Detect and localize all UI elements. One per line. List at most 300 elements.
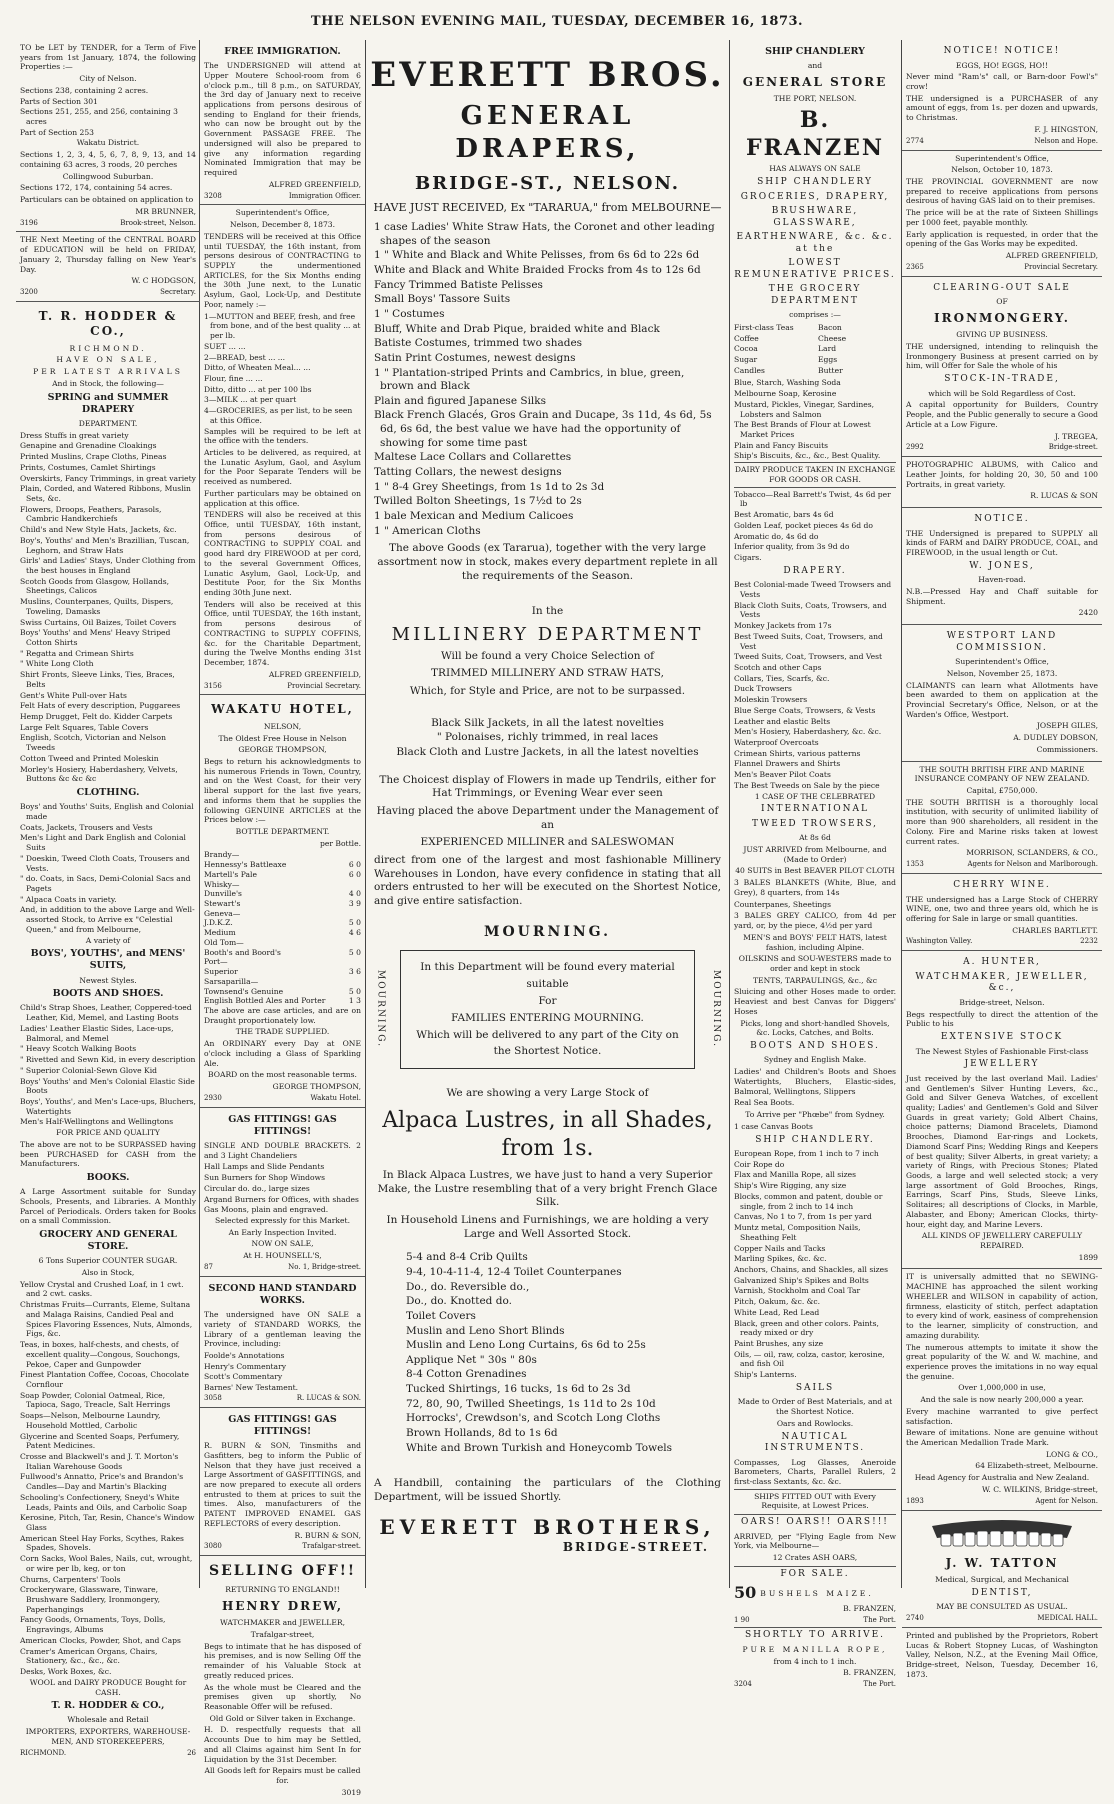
list-item: Galvanized Ship's Spikes and Bolts bbox=[734, 1275, 869, 1285]
gas-supt: Superintendent's Office, bbox=[955, 153, 1049, 163]
hodder-clothing: CLOTHING. bbox=[76, 787, 140, 799]
list-item: Coffee bbox=[734, 333, 759, 343]
burn-gas-ad bbox=[200, 1408, 365, 1556]
list-item: Overskirts, Fancy Trimmings, in great variety bbox=[20, 473, 196, 483]
list-item: " Doeskin, Tweed Cloth Coats, Trousers and Vests. bbox=[20, 853, 190, 873]
list-item: Sections 251, 255, and 256, containing 3 acres bbox=[20, 107, 178, 127]
list-item: Crimean Shirts, various patterns bbox=[734, 748, 861, 758]
list-item: Schooling's Confectionery, Sneyd's White Leads, Paints and Oils, and Carbolic Soap bbox=[20, 1492, 187, 1512]
gas-ref: 87 bbox=[204, 1262, 213, 1271]
list-item: Ditto, of Wheaten Meal... ... bbox=[204, 363, 311, 373]
list-item: Boys', Youths', and Men's Lace-ups, Bluchers, Watertights bbox=[20, 1096, 196, 1116]
tents: TENTS, TARPAULINGS, &c., &c bbox=[752, 975, 877, 985]
list-item: Black, green and other colors. Paints, ready mixed or dry bbox=[734, 1318, 879, 1338]
board-title: Secretary. bbox=[160, 288, 196, 297]
hodder-grocery: GROCERY AND GENERAL STORE. bbox=[39, 1229, 177, 1253]
hodder-variety: A variety of bbox=[85, 935, 131, 945]
hodder-newest: Newest Styles. bbox=[79, 975, 137, 985]
millinery-style: Which, for Style and Price, are not to be surpassed. bbox=[409, 685, 686, 698]
list-item: 1 " 8-4 Grey Sheetings, from 1s 1d to 2s 3d bbox=[374, 480, 605, 493]
mourning-line: In this Department will be found every material suitable bbox=[420, 961, 675, 991]
franzen-ad bbox=[730, 40, 900, 1693]
list-item: Pitch, Oakum, &c. &c. bbox=[734, 1297, 821, 1307]
imprint-text: Printed and published by the Proprietors, Robert Lucas & Robert Stopney Lucas, of Washington Valley, Nelson, N.Z., at the Evening Mail Office, Bridge-street, Nelson, Tuesday, December 16, 1873. bbox=[906, 1630, 1098, 1679]
mourning-side-left: MOURNING. bbox=[375, 970, 386, 1049]
clearing-of: OF bbox=[996, 297, 1008, 307]
grocery-dept: THE GROCERY DEPARTMENT bbox=[768, 284, 862, 306]
grocery-left bbox=[734, 323, 812, 377]
immigration-title: Immigration Officer. bbox=[288, 191, 361, 200]
sewing-sold: Over 1,000,000 in use, bbox=[958, 1383, 1046, 1393]
hunter-jewellery-text: Just received by the last overland Mail. Ladies' and Gentlemen's Silver Hunting Levers, &c., Gold and Silver Geneva Watches, of excellent quality; Ladies' and Gentlemen's Gold and Silver Guards in great variety; Gold Albert Chains, choice patterns; Diamond Bracelets, Diamond Brooches, Diamond Ear-rings and Lockets, Diamond Scarf Pins; Wedding Rings and Keepers of best quality; Silver Alberts, in great variety; a variety of Rings, with Precious Stones; Plated Goods, a large and well selected stock; a very large assortment of Gold Brooches, Rings, Earrings, Scarf Pins, Studs, Sleeve Links, Solitaires; all descriptions of Clocks, in Marble, Alabaster, and Ebony; American Clocks, thirty-hour, eight day, and Marine Levers. bbox=[906, 1073, 1098, 1229]
franzen-line: SHIP CHANDLERY bbox=[757, 176, 873, 187]
list-item: Foolde's Annotations bbox=[204, 1351, 285, 1361]
millinery-jackets bbox=[366, 717, 729, 760]
list-item: Twilled Bolton Sheetings, 1s 7½d to 2s bbox=[374, 495, 582, 508]
price-value: 4 0 bbox=[348, 889, 361, 899]
franzen-and: and bbox=[807, 61, 823, 71]
list-item: Eggs bbox=[818, 355, 838, 365]
column-3-everett bbox=[366, 40, 729, 1588]
list-item: White and Black and White Braided Frocks from 4s to 12s 6d bbox=[374, 264, 701, 277]
list-item: First-class Teas bbox=[734, 322, 794, 332]
list-item: Flannel Drawers and Shirts bbox=[734, 759, 841, 769]
list-item: Paint Brushes, any size bbox=[734, 1338, 824, 1348]
list-item: Corn Sacks, Wool Bales, Nails, cut, wrought, or wire per lb, keg, or ton bbox=[20, 1554, 193, 1573]
maize-num: 50 bbox=[734, 1583, 757, 1603]
sewing-warranted: Every machine warranted to give perfect satisfaction. bbox=[906, 1406, 1098, 1426]
hodder-books-text: A Large Assortment suitable for Sunday Schools, Presents, and Libraries. A Monthly Parcel of Periodicals. Orders taken for Books on a small Commission. bbox=[20, 1187, 196, 1226]
board-text: THE Next Meeting of the CENTRAL BOARD of EDUCATION will be held on FRIDAY, January 2, Thursday falling on New Year's Day. bbox=[20, 235, 196, 274]
list-item: Ship's Wire Rigging, any size bbox=[734, 1181, 847, 1191]
hodder-footer-trade: IMPORTERS, EXPORTERS, WAREHOUSE-MEN, AND STOREKEEPERS, bbox=[25, 1727, 191, 1746]
list-item: Hemp Drugget, Felt do. Kidder Carpets bbox=[20, 712, 173, 722]
selling-accounts: H. D. respectfully requests that all Accounts Due to him may be Settled, and all Claims against him Sent In for Liquidation by the 31st December. bbox=[204, 1725, 361, 1764]
gas-at: At H. HOUNSELL'S, bbox=[243, 1251, 322, 1261]
tenders-office: Superintendent's Office, bbox=[235, 208, 330, 218]
millinery-head: MILLINERY DEPARTMENT bbox=[391, 623, 704, 645]
list-item: Circular do. do., large sizes bbox=[204, 1183, 310, 1193]
list-item: 1 bale Mexican and Medium Calicoes bbox=[374, 509, 574, 522]
sewing-agency: Head Agency for Australia and New Zealand. bbox=[914, 1473, 1090, 1483]
column-2 bbox=[200, 40, 365, 1797]
list-item: Soap Powder, Colonial Oatmeal, Rice, Tapioca, Sago, Treacle, Salt Herrings bbox=[20, 1390, 171, 1410]
sb-ref: 1353 bbox=[906, 860, 924, 869]
immigration-ref: 3208 bbox=[204, 191, 222, 200]
tregea-name: J. TREGEA, bbox=[1054, 431, 1098, 441]
selling-head: SELLING OFF!! bbox=[208, 1563, 356, 1580]
tenders-items bbox=[204, 312, 361, 426]
list-item: 8-4 Cotton Grenadines bbox=[406, 1368, 527, 1381]
list-item: Printed Muslins, Crape Cloths, Pineas bbox=[20, 452, 167, 462]
blankets: 3 BALES BLANKETS (White, Blue, and Grey), 8 quarters, from 14s bbox=[734, 878, 896, 897]
wakatu-trade: THE TRADE SUPPLIED. bbox=[235, 1027, 330, 1037]
wakatu-oldest: The Oldest Free House in Nelson bbox=[218, 733, 347, 743]
list-item: Tweed Suits, Coat, Trowsers, and Vest bbox=[734, 652, 883, 662]
gas2-head: GAS FITTINGS! GAS FITTINGS! bbox=[228, 1413, 337, 1437]
list-item: Melbourne Soap, Kerosine bbox=[734, 389, 837, 399]
franzen-line: GROCERIES, DRAPERY, bbox=[740, 191, 890, 202]
ironmongery-ad bbox=[902, 277, 1102, 458]
list-item: Maltese Lace Collars and Collarettes bbox=[374, 451, 572, 464]
hodder-grocery-list bbox=[20, 1280, 196, 1677]
selling-sub: RETURNING TO ENGLAND!! bbox=[225, 1585, 340, 1595]
tweed-international: INTERNATIONAL bbox=[761, 804, 869, 815]
everett-handbill: A Handbill, containing the particulars of the Clothing Department, will be issued Shortly. bbox=[374, 1477, 721, 1503]
millinery-trimmed: TRIMMED MILLINERY AND STRAW HATS, bbox=[431, 667, 664, 680]
giving-text: THE undersigned, intending to relinquish the Ironmongery Business at present carried on by him, will Offer for Sale the whole of his bbox=[906, 341, 1098, 371]
mourning-line: Which will be delivered to any part of the City on the Shortest Notice. bbox=[416, 1028, 679, 1058]
tender-wakatu-line: Sections 1, 2, 3, 4, 5, 6, 7, 8, 9, 13, and 14 containing 63 acres, 3 roods, 20 perches bbox=[20, 150, 196, 169]
list-item: 9-4, 10-4-11-4, 12-4 Toilet Counterpanes bbox=[406, 1265, 622, 1278]
list-item: Inferior quality, from 3s 9d do bbox=[734, 542, 850, 552]
tenders-samples: Samples will be required to be left at the office with the tenders. bbox=[204, 426, 361, 446]
list-item: Argand Burners for Offices, with shades bbox=[204, 1194, 359, 1204]
list-item: Aromatic do, 4s 6d do bbox=[734, 531, 819, 541]
column-5 bbox=[902, 40, 1102, 1679]
gas-greenfield-title: Provincial Secretary. bbox=[1024, 262, 1098, 271]
manilla-size: from 4 inch to 1 inch. bbox=[773, 1656, 857, 1666]
list-item: Golden Leaf, pocket pieces 4s 6d do bbox=[734, 520, 873, 530]
sewing-sale: And the sale is now nearly 200,000 a year. bbox=[920, 1395, 1084, 1405]
selling-ref: 3019 bbox=[341, 1787, 361, 1797]
tenders-ref: 3156 bbox=[204, 681, 222, 690]
price-value: 5 0 bbox=[348, 918, 361, 928]
jones-name: W. JONES, bbox=[969, 560, 1035, 571]
list-item: Ladies' Leather Elastic Sides, Lace-ups, Balmoral, and Memel bbox=[20, 1023, 174, 1043]
millinery-flowers: The Choicest display of Flowers in made up Tendrils, either for Hat Trimmings, or Evening Wear ever seen bbox=[379, 773, 716, 800]
cherry-head: CHERRY WINE. bbox=[953, 880, 1051, 891]
grocery-comprises: comprises :— bbox=[789, 310, 841, 320]
hunter-trade: WATCHMAKER, JEWELLER, &c., bbox=[915, 971, 1089, 994]
capital-text: A capital opportunity for Builders, Country People, and the Public generally to secure a Good Article at a Low Figure. bbox=[906, 400, 1098, 429]
nautical-head: NAUTICAL INSTRUMENTS. bbox=[764, 1431, 866, 1454]
tender-colling-line: Sections 172, 174, containing 54 acres. bbox=[20, 183, 173, 193]
price-row bbox=[204, 889, 361, 899]
everett-above: The above Goods (ex Tararua), together with the very large assortment now in stock, makes every department replete in all the requirements of the Season. bbox=[377, 542, 718, 582]
gas-selected: Selected expressly for this Market. bbox=[215, 1216, 350, 1225]
sails-text: Made to Order of Best Materials, and at the Shortest Notice. bbox=[737, 1397, 893, 1417]
hodder-sugar: 6 Tons Superior COUNTER SUGAR. bbox=[38, 1256, 178, 1266]
cherry-text: THE undersigned has a Large Stock of CHERRY WINE, one, two and three years old, which he is offering for Sale in large or small quantities. bbox=[906, 894, 1098, 923]
tender-lines bbox=[20, 86, 196, 138]
tender-ref: 3196 bbox=[20, 218, 38, 227]
boots-sub: Sydney and English Make. bbox=[763, 1055, 867, 1065]
hunter-jewellery: JEWELLERY bbox=[964, 1059, 1040, 1070]
hodder-name: T. R. HODDER & CO., bbox=[38, 309, 178, 339]
list-item: Men's Half-Wellingtons and Wellingtons bbox=[20, 1117, 174, 1127]
wakatu-text: Begs to return his acknowledgments to his numerous Friends in Town, Country, and on the West Coast, for their very liberal support for the last five years, and informs them that he supplies the following GENUINE ARTICLES at the Prices below :— bbox=[204, 756, 361, 825]
list-item: Small Boys' Tassore Suits bbox=[374, 293, 511, 306]
list-item: Canvas, No 1 to 7, from 1s per yard bbox=[734, 1212, 872, 1222]
list-item: Barnes' New Testament. bbox=[204, 1383, 299, 1393]
gas-head: GAS FITTINGS! GAS FITTINGS! bbox=[228, 1113, 337, 1137]
price-item: Geneva— bbox=[204, 908, 241, 918]
price-item: Booth's and Boord's bbox=[204, 947, 281, 957]
price-row bbox=[204, 996, 361, 1006]
cherry-ref: 2232 bbox=[1080, 937, 1098, 946]
final-ref: 3204 bbox=[734, 1680, 752, 1689]
hodder-footer-sub: Wholesale and Retail bbox=[67, 1715, 149, 1725]
everett-items bbox=[366, 221, 729, 538]
hodder-footer-ref: 26 bbox=[187, 1748, 196, 1757]
list-item: Moleskin Trowsers bbox=[734, 695, 808, 705]
list-item: Plain, Corded, and Watered Ribbons, Muslin Sets, &c. bbox=[20, 484, 191, 503]
immigration-text: The UNDERSIGNED will attend at Upper Moutere School-room from 6 o'clock p.m., till 8 p.m., on SATURDAY, the 3rd day of January next to receive applications from persons desirous of sending to England for their friends, who can now be brought out by the Government PASSAGE FREE. The undersigned will also be prepared to give any information regarding Nominated Immigration that may be required bbox=[204, 61, 361, 178]
board-name: W. C HODGSON, bbox=[131, 276, 196, 286]
list-item: Girls' and Ladies' Stays, Under Clothing from the best houses in England bbox=[20, 556, 196, 575]
dentist-hall: MEDICAL HALL. bbox=[1037, 1613, 1098, 1622]
price-row bbox=[204, 938, 361, 948]
price-value: 3 9 bbox=[348, 899, 361, 909]
price-item: Brandy— bbox=[204, 850, 240, 860]
wakatu-name: WAKATU HOTEL, bbox=[211, 702, 354, 717]
price-row bbox=[204, 909, 361, 919]
list-item: Ship's Biscuits, &c., &c., Best Quality. bbox=[734, 451, 881, 461]
jones-addr: Haven-road. bbox=[978, 575, 1026, 585]
ironmongery-head: IRONMONGERY. bbox=[934, 310, 1070, 325]
hunter-styles: The Newest Styles of Fashionable First-class bbox=[915, 1046, 1089, 1056]
sewing-beware: Beware of imitations. None are genuine without the American Medallion Trade Mark. bbox=[906, 1428, 1098, 1447]
jones-ad bbox=[902, 508, 1102, 625]
price-value: 5 0 bbox=[348, 986, 361, 996]
franzen-line: EARTHENWARE, &c. &c. at the bbox=[736, 232, 894, 254]
price-row bbox=[204, 987, 361, 997]
price-item: Sarsaparilla— bbox=[204, 976, 259, 986]
list-item: Sections 238, containing 2 acres. bbox=[20, 85, 149, 95]
tenders-articles: Articles to be delivered, as required, at the Lunatic Asylum, Gaol, and Asylum for the Poor Separate Tenders will be received as numbered. bbox=[204, 447, 361, 487]
list-item: " Alpaca Coats in variety. bbox=[20, 894, 117, 904]
list-item: Coir Rope do bbox=[734, 1159, 785, 1169]
tenders-text: TENDERS will be received at this Office until TUESDAY, the 16th instant, from persons desirous of CONTRACTING to SUPPLY the undermentioned ARTICLES, for the Six Months ending the 30th June next, to the Lunatic Asylum, Gaol, Lock-Up, and Destitute Poor, namely :— bbox=[204, 231, 361, 309]
mourning-line: For bbox=[538, 994, 557, 1007]
hodder-also: Also in Stock, bbox=[81, 1268, 135, 1278]
list-item: Felt Hats of every description, Puggarees bbox=[20, 701, 181, 711]
list-item: Lard bbox=[818, 344, 837, 354]
list-item: Desks, Work Boxes, &c. bbox=[20, 1667, 112, 1677]
tenders-coffins: Tenders will also be received at this Office, until TUESDAY, the 16th instant, from persons desirous of CONTRACTING to SUPPLY COFFINS, &c. for the Charitable Department, during the Twelve Months ending 31st December, 1874. bbox=[204, 599, 361, 668]
list-item: Finest Plantation Coffee, Cocoas, Chocolate Cornflour bbox=[20, 1370, 189, 1389]
list-item: White and Brown Turkish and Honeycomb Towels bbox=[406, 1441, 673, 1454]
price-item: Stewart's bbox=[204, 899, 241, 909]
list-item: " do. Coats, in Sacs, Demi-Colonial Sacs and Pagets bbox=[20, 874, 191, 893]
eggs-notice: NOTICE! NOTICE! bbox=[943, 46, 1061, 56]
selling-off-ad bbox=[200, 1556, 365, 1803]
selling-trade: WATCHMAKER and JEWELLER, bbox=[220, 1618, 345, 1628]
drapery-list bbox=[734, 580, 896, 790]
list-item: Men's Beaver Pilot Coats bbox=[734, 770, 831, 780]
wakatu-note: The above are case articles, and are on Draught proportionately low. bbox=[204, 1005, 361, 1025]
hodder-arrivals: PER LATEST ARRIVALS bbox=[33, 367, 183, 377]
education-board-ad bbox=[16, 232, 200, 302]
gas-fittings-ad bbox=[200, 1108, 365, 1277]
mourning-line: FAMILIES ENTERING MOURNING. bbox=[451, 1011, 644, 1024]
gas-supt-date: Nelson, October 10, 1873. bbox=[951, 165, 1053, 175]
oilskins: OILSKINS and SOU-WESTERS made to order and kept in stock bbox=[738, 954, 892, 973]
hodder-boys: BOYS', YOUTHS', and MENS' SUITS, bbox=[30, 948, 186, 972]
list-item: Do., do. Reversible do., bbox=[406, 1280, 530, 1293]
price-row bbox=[204, 967, 361, 977]
list-item: 72, 80, 90, Twilled Sheetings, 1s 11d to 2s 10d bbox=[406, 1397, 656, 1410]
list-item: Varnish, Stockholm and Coal Tar bbox=[734, 1286, 861, 1296]
franzen-lines bbox=[734, 177, 896, 281]
list-item: Muslin and Leno Short Blinds bbox=[406, 1324, 565, 1337]
sewing-machine-ad bbox=[902, 1269, 1102, 1510]
list-item: Applique Net " 30s " 80s bbox=[406, 1353, 537, 1366]
hunter-ad bbox=[902, 951, 1102, 1269]
dentist-name: J. W. TATTON bbox=[945, 1555, 1059, 1570]
dentist-consult: MAY BE CONSULTED AS USUAL. bbox=[936, 1602, 1068, 1612]
list-item: Tatting Collars, the newest designs bbox=[374, 466, 562, 479]
eggs-head: EGGS, HO! EGGS, HO!! bbox=[955, 60, 1049, 70]
immigration-ad bbox=[200, 40, 365, 205]
list-item: 1 " American Cloths bbox=[374, 524, 481, 537]
picks: Picks, long and short-handled Shovels, &c. Locks, Catches, and Bolts. bbox=[740, 1018, 890, 1038]
list-item: Black Silk Jackets, in all the latest novelties bbox=[431, 716, 664, 729]
list-item: Shirt Fronts, Sleeve Links, Ties, Braces, Belts bbox=[20, 670, 175, 689]
gas-greenfield: ALFRED GREENFIELD, bbox=[1005, 250, 1098, 260]
list-item: Flour, fine ... ... bbox=[204, 373, 263, 383]
list-item: The Best Brands of Flour at Lowest Market Prices bbox=[734, 420, 871, 440]
list-item: Swiss Curtains, Oil Baizes, Toilet Covers bbox=[20, 617, 177, 627]
list-item: Muslin and Leno Long Curtains, 6s 6d to 25s bbox=[406, 1339, 646, 1352]
jones-notice: NOTICE. bbox=[974, 514, 1030, 525]
tender-collingwood: Collingwood Suburban. bbox=[62, 171, 154, 181]
dairy-text: DAIRY PRODUCE TAKEN IN EXCHANGE FOR GOODS OR CASH. bbox=[734, 462, 896, 487]
final-port: The Port. bbox=[863, 1680, 896, 1689]
price-item: Medium bbox=[204, 928, 236, 938]
hunter-text: Begs respectfully to direct the attention of the Public to his bbox=[906, 1009, 1098, 1029]
list-item: And, in addition to the above Large and Well-assorted Stock, to Arrive ex "Celestial Queen," and from Melbourne, bbox=[20, 905, 195, 934]
hodder-dept: DEPARTMENT. bbox=[78, 418, 138, 428]
list-item: Copper Nails and Tacks bbox=[734, 1243, 826, 1253]
cherry-wine-ad bbox=[902, 874, 1102, 951]
list-item: Men's Light and Dark English and Colonial Suits bbox=[20, 833, 186, 853]
hodder-ad bbox=[16, 302, 200, 1761]
list-item: Satin Print Costumes, newest designs bbox=[374, 351, 576, 364]
list-item: " Rivetted and Sewn Kid, in every description bbox=[20, 1055, 196, 1065]
dentist-ad bbox=[902, 1511, 1102, 1628]
franzen-always: HAS ALWAYS ON SALE bbox=[769, 164, 861, 174]
list-item: Teas, in boxes, half-chests, and chests, of excellent quality—Congous, Souchongs, Pekoe, Caper and Gunpowder bbox=[20, 1340, 181, 1369]
list-item: Batiste Costumes, trimmed two shades bbox=[374, 337, 583, 350]
franzen-general: GENERAL STORE bbox=[742, 74, 888, 89]
price-value: 4 6 bbox=[348, 928, 361, 938]
list-item: Best Colonial-made Tweed Trowsers and Vests bbox=[734, 580, 892, 599]
masthead: THE NELSON EVENING MAIL, TUESDAY, DECEMBER 16, 1873. bbox=[310, 14, 804, 29]
hodder-books: BOOKS. bbox=[86, 1171, 130, 1183]
list-item: Cigars. bbox=[734, 552, 762, 562]
price-row bbox=[204, 928, 361, 938]
tweed-case: 1 CASE OF THE CELEBRATED bbox=[754, 791, 876, 801]
list-item: Genapine and Grenadine Cloakings bbox=[20, 441, 157, 451]
tobacco-list bbox=[734, 490, 896, 563]
price-value: 6 0 bbox=[348, 869, 361, 879]
sewing-numerous: The numerous attempts to imitate it show the great popularity of the W. and W. machine, and experience proves the imitations in no way equal the genuine. bbox=[906, 1342, 1098, 1381]
boots-arrive: To Arrive per "Phœbe" from Sydney. bbox=[745, 1110, 885, 1120]
list-item: Sugar bbox=[734, 355, 758, 365]
works-items bbox=[204, 1351, 361, 1393]
list-item: Bacon bbox=[818, 322, 842, 332]
tweed-just: JUST ARRIVED from Melbourne, and (Made to Order) bbox=[743, 845, 887, 864]
sea-boots: Real Sea Boots. bbox=[734, 1098, 795, 1108]
wakatu-sign: GEORGE THOMPSON, bbox=[272, 1081, 361, 1091]
list-item: Brown Hollands, 8d to 1s 6d bbox=[406, 1426, 558, 1439]
maize-sign: B. FRANZEN, bbox=[843, 1603, 896, 1613]
household-linens bbox=[366, 1251, 729, 1455]
list-item: Leather and elastic Belts bbox=[734, 716, 831, 726]
list-item: Parts of Section 301 bbox=[20, 96, 98, 106]
ship-items bbox=[734, 1149, 896, 1380]
list-item: Collars, Ties, Scarfs, &c. bbox=[734, 673, 830, 683]
gas2-addr: Trafalgar-street. bbox=[302, 1542, 361, 1551]
gas-intro: SINGLE AND DOUBLE BRACKETS. 2 and 3 Light Chandeliers bbox=[204, 1140, 361, 1160]
hodder-spring: SPRING and SUMMER DRAPERY bbox=[47, 391, 169, 415]
grocery-two-col bbox=[734, 322, 896, 378]
gas-supply-ad bbox=[902, 151, 1102, 277]
hingston-ref: 2774 bbox=[906, 136, 924, 145]
gas-early: An Early Inspection Invited. bbox=[228, 1227, 337, 1237]
everett-received: HAVE JUST RECEIVED, Ex "TARARUA," from MELBOURNE— bbox=[373, 201, 722, 215]
dentist-sub: Medical, Surgical, and Mechanical bbox=[935, 1574, 1069, 1584]
list-item: Hall Lamps and Slide Pendants bbox=[204, 1162, 325, 1172]
maize-ref: 1 90 bbox=[734, 1615, 750, 1624]
oars-crates: 12 Crates ASH OARS, bbox=[772, 1553, 858, 1563]
price-item: Port— bbox=[204, 957, 228, 967]
list-item: Fancy Goods, Ornaments, Toys, Dolls, Engravings, Albums bbox=[20, 1615, 166, 1635]
list-item: Flowers, Droops, Feathers, Parasols, Cambric Handkerchiefs bbox=[20, 504, 162, 524]
list-item: Flax and Manilla Rope, all sizes bbox=[734, 1170, 857, 1180]
hodder-drapery-list bbox=[20, 431, 196, 784]
column-4-franzen bbox=[730, 40, 900, 1689]
list-item: " White Long Cloth bbox=[20, 659, 94, 669]
maize-text: BUSHELS MAIZE. bbox=[760, 1588, 874, 1598]
millinery-direct: direct from one of the largest and most fashionable Millinery Warehouses in London, have every confidence in stating that all orders entrusted to her will be executed on the Shortest Notice, and give entire satisfaction. bbox=[374, 853, 721, 907]
felt-hats: MEN'S and BOYS' FELT HATS, latest fashion, including Alpine. bbox=[743, 932, 887, 952]
list-item: European Rope, from 1 inch to 7 inch bbox=[734, 1149, 879, 1159]
list-item: 1 " Plantation-striped Prints and Cambrics, in blue, green, brown and Black bbox=[374, 366, 685, 393]
tender-addr: Brook-street, Nelson. bbox=[120, 218, 196, 227]
list-item: Child's Strap Shoes, Leather, Coppered-toed Leather, Kid, Memel, and Lasting Boots bbox=[20, 1003, 192, 1023]
list-item: Oils, — oil, raw, colza, castor, kerosine, and fish Oil bbox=[734, 1349, 885, 1369]
list-item: Boys' Youths' and Men's Colonial Elastic Side Boots bbox=[20, 1076, 195, 1096]
wakatu-ordinary: An ORDINARY every Day at ONE o'clock including a Glass of Sparkling Ale. bbox=[204, 1039, 361, 1068]
westport-supt: Superintendent's Office, bbox=[955, 657, 1049, 667]
dentist-ref: 2740 bbox=[906, 1613, 924, 1622]
works-ref: 3058 bbox=[204, 1393, 222, 1402]
household-text: In Household Linens and Furnishings, we are holding a very Large and Well Assorted Stock. bbox=[386, 1214, 709, 1240]
price-item: English Bottled Ales and Porter bbox=[204, 996, 326, 1006]
list-item: Dress Stuffs in great variety bbox=[20, 430, 129, 440]
list-item: Tucked Shirtings, 16 tucks, 1s 6d to 2s 3d bbox=[406, 1383, 631, 1396]
mourning-side-right: MOURNING. bbox=[711, 970, 721, 1049]
tender-intro: TO be LET by TENDER, for a Term of Five years from 1st January, 1874, the following Properties :— bbox=[20, 43, 196, 72]
gas-price: The price will be at the rate of Sixteen Shillings per 1000 feet, payable monthly. bbox=[906, 208, 1098, 227]
everett-addr: BRIDGE-ST., NELSON. bbox=[414, 173, 681, 195]
price-row bbox=[204, 948, 361, 958]
tender-particulars: Particulars can be obtained on application to bbox=[20, 195, 194, 205]
price-row bbox=[204, 977, 361, 987]
price-item: Dunville's bbox=[204, 889, 242, 899]
sb-title: Agents for Nelson and Marlborough. bbox=[967, 860, 1098, 869]
oars-rowlocks: Oars and Rowlocks. bbox=[776, 1418, 854, 1428]
westport-giles: JOSEPH GILES, bbox=[1036, 721, 1098, 731]
list-item: American Clocks, Powder, Shot, and Caps bbox=[20, 1635, 181, 1645]
list-item: Crockeryware, Glassware, Tinware, Brushware Saddlery, Ironmongery, Paperhangings bbox=[20, 1585, 161, 1614]
list-item: Morley's Hosiery, Haberdashery, Velvets, Buttons &c &c &c bbox=[20, 764, 178, 784]
for-sale-head: FOR SALE. bbox=[734, 1566, 896, 1581]
hodder-clothing-list bbox=[20, 802, 196, 934]
